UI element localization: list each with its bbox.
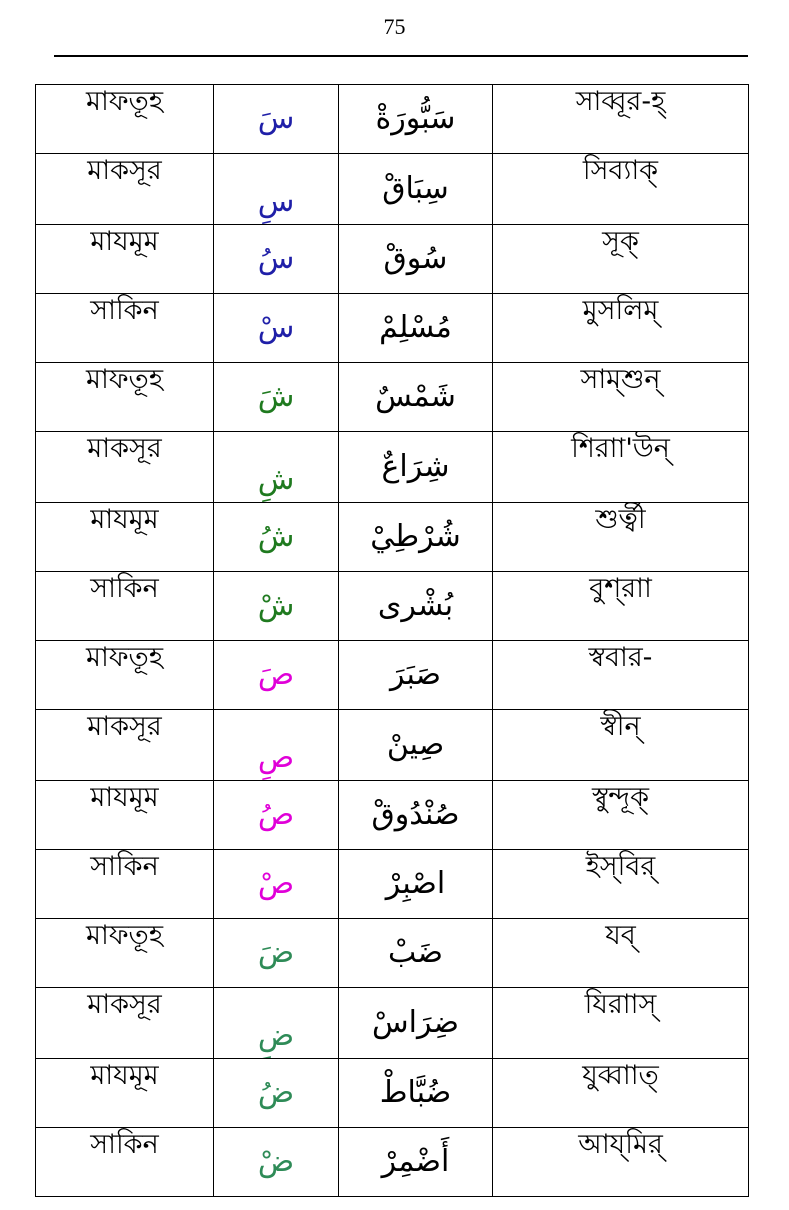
vowel-name: সাকিন <box>36 294 214 363</box>
arabic-word-cell <box>339 294 493 363</box>
arabic-word-cell <box>339 988 493 1059</box>
transliteration: শিরাা'উন্ <box>493 432 749 503</box>
arabic-word-cell <box>339 919 493 988</box>
table-row <box>36 154 749 225</box>
arabic-word-cell <box>339 154 493 225</box>
arabic-letter: سُ <box>214 225 339 294</box>
transliteration: সূক্ <box>493 225 749 294</box>
letter-table-body <box>36 85 749 1197</box>
arabic-word: مُسْلِمْ <box>379 310 452 345</box>
arabic-letter: سِ <box>214 154 339 225</box>
vowel-name: মাযমূম <box>36 225 214 294</box>
vowel-name: মাযমূম <box>36 503 214 572</box>
page-number: 75 <box>383 14 406 39</box>
arabic-letter: سَ <box>214 85 339 154</box>
arabic-word: أَضْمِرْ <box>381 1144 450 1179</box>
vowel-name: মাযমূম <box>36 781 214 850</box>
transliteration: যব্ <box>493 919 749 988</box>
transliteration: মুসলিম্ <box>493 294 749 363</box>
vowel-name: সাকিন <box>36 1128 214 1197</box>
table-row <box>36 710 749 781</box>
arabic-word-cell <box>339 225 493 294</box>
arabic-letter: شْ <box>214 572 339 641</box>
arabic-word: ضَبْ <box>388 935 443 970</box>
arabic-letter: ضْ <box>214 1128 339 1197</box>
table-row <box>36 1059 749 1128</box>
arabic-word: سُوقْ <box>383 241 448 276</box>
arabic-letter: شِ <box>214 432 339 503</box>
transliteration: সিব্যাক্ <box>493 154 749 225</box>
arabic-word-cell <box>339 503 493 572</box>
vowel-name: সাকিন <box>36 850 214 919</box>
arabic-word-cell <box>339 363 493 432</box>
arabic-letter: سْ <box>214 294 339 363</box>
vowel-name: মাফতূহ <box>36 363 214 432</box>
vowel-name: মাকসূর <box>36 432 214 503</box>
arabic-word: سَبُّورَةْ <box>375 101 456 136</box>
arabic-word: بُشْرى <box>377 588 454 623</box>
table-row <box>36 988 749 1059</box>
arabic-word: صَبَرَ <box>389 657 442 692</box>
table-row <box>36 85 749 154</box>
vowel-name: মাফতূহ <box>36 641 214 710</box>
arabic-letter: صُ <box>214 781 339 850</box>
arabic-word: شَمْسٌ <box>375 379 456 414</box>
table-row <box>36 432 749 503</box>
table-row <box>36 572 749 641</box>
arabic-word-cell <box>339 1128 493 1197</box>
arabic-letter: ضَ <box>214 919 339 988</box>
arabic-word: اصْبِرْ <box>385 866 446 901</box>
vowel-name: মাকসূর <box>36 710 214 781</box>
vowel-name: মাকসূর <box>36 154 214 225</box>
transliteration: স্বুন্দূক্ <box>493 781 749 850</box>
arabic-word-cell <box>339 1059 493 1128</box>
transliteration: সাম্শুন্ <box>493 363 749 432</box>
arabic-word-cell <box>339 572 493 641</box>
table-row <box>36 1128 749 1197</box>
transliteration: যিরাাস্ <box>493 988 749 1059</box>
transliteration: সাব্বূর-হ্ <box>493 85 749 154</box>
arabic-word-cell <box>339 850 493 919</box>
arabic-letter: ضُ <box>214 1059 339 1128</box>
arabic-word: صُنْدُوقْ <box>371 797 460 832</box>
table-row <box>36 850 749 919</box>
transliteration: স্বীন্ <box>493 710 749 781</box>
arabic-word-cell <box>339 85 493 154</box>
arabic-word: ضُبَّاطْ <box>379 1075 452 1110</box>
arabic-word-cell <box>339 432 493 503</box>
arabic-word: سِبَاقْ <box>382 171 449 206</box>
vowel-name: মাফতূহ <box>36 85 214 154</box>
table-row <box>36 294 749 363</box>
header-rule <box>54 55 748 57</box>
table-row <box>36 781 749 850</box>
arabic-letter: ضِ <box>214 988 339 1059</box>
arabic-word: صِينْ <box>386 727 445 762</box>
transliteration: স্ববার- <box>493 641 749 710</box>
vowel-name: মাকসূর <box>36 988 214 1059</box>
table-row <box>36 503 749 572</box>
arabic-letter: شُ <box>214 503 339 572</box>
transliteration: আয্‌মির্ <box>493 1128 749 1197</box>
arabic-word: شِرَاعٌ <box>381 449 450 484</box>
vowel-name: মাফতূহ <box>36 919 214 988</box>
table-row <box>36 225 749 294</box>
table-row <box>36 641 749 710</box>
transliteration: শুর্ত্বী <box>493 503 749 572</box>
transliteration: যুব্বাাত্ <box>493 1059 749 1128</box>
arabic-letter: شَ <box>214 363 339 432</box>
arabic-letter: صَ <box>214 641 339 710</box>
arabic-word: شُرْطِيْ <box>370 519 461 554</box>
arabic-letter: صْ <box>214 850 339 919</box>
table-row <box>36 919 749 988</box>
letter-table <box>35 84 749 1197</box>
transliteration: ইস্‌বির্ <box>493 850 749 919</box>
arabic-word-cell <box>339 710 493 781</box>
vowel-name: সাকিন <box>36 572 214 641</box>
arabic-word-cell <box>339 641 493 710</box>
arabic-word: ضِرَاسْ <box>372 1005 459 1040</box>
transliteration: বুশ্‌রাা <box>493 572 749 641</box>
arabic-letter: صِ <box>214 710 339 781</box>
arabic-word-cell <box>339 781 493 850</box>
vowel-name: মাযমূম <box>36 1059 214 1128</box>
table-row <box>36 363 749 432</box>
